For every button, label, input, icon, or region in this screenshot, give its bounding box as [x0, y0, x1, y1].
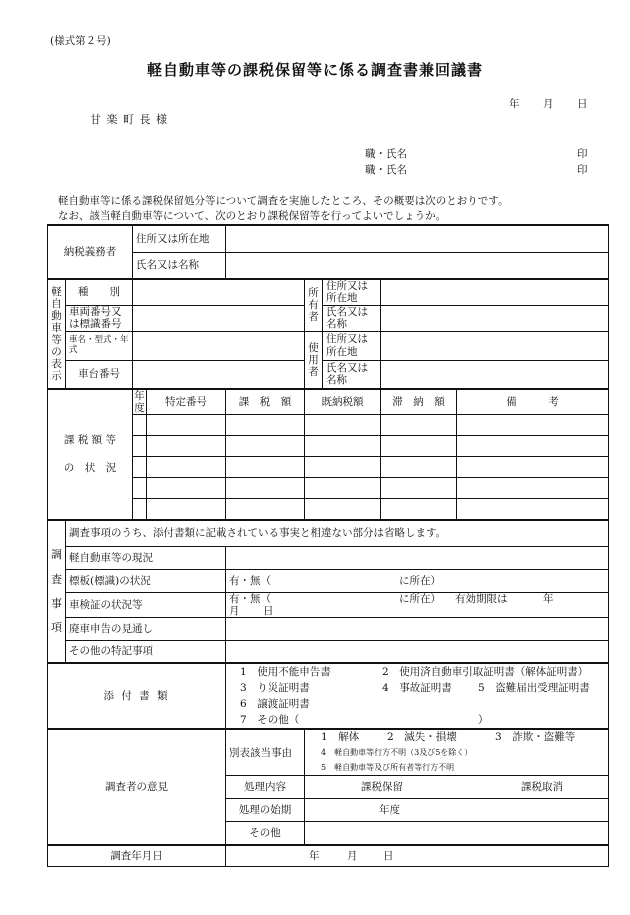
owner-address-label: 住所又は所在地: [323, 279, 381, 305]
user-name-label: 氏名又は名称: [323, 360, 381, 389]
tax-cell[interactable]: [133, 478, 147, 499]
plate-location: に所在）: [399, 574, 442, 587]
inspection-yes-no[interactable]: 有・無（: [229, 592, 272, 605]
tax-cell[interactable]: [381, 499, 457, 521]
vehicle-chassis-label: 車台番号: [66, 360, 133, 389]
process-option-hold[interactable]: 課税保留: [361, 781, 404, 794]
attachments-label: 添 付 書 類: [48, 663, 226, 729]
taxpayer-label: 納税義務者: [48, 225, 133, 279]
reason-option[interactable]: 2 滅失・損壊: [387, 731, 457, 744]
tax-cell[interactable]: [133, 415, 147, 436]
tax-cell[interactable]: [226, 457, 305, 478]
taxpayer-name-label: 氏名又は名称: [133, 252, 226, 279]
survey-item-plate: 標板(標識)の状況: [66, 569, 226, 592]
tax-cell[interactable]: [305, 415, 381, 436]
reason-options: [305, 729, 609, 776]
col-header-tax-amount: 課 税 額: [226, 389, 305, 415]
survey-side-label: 調 査 事 項: [48, 520, 66, 663]
survey-date-label: 調査年月日: [48, 845, 226, 867]
vehicle-side-label: 軽 自 動 車 等 の 表 示: [48, 279, 66, 389]
date-year: 年: [509, 98, 520, 110]
col-header-arrears: 滞 納 額: [381, 389, 457, 415]
tax-cell[interactable]: [457, 457, 609, 478]
tax-cell[interactable]: [133, 457, 147, 478]
survey-inspection-field[interactable]: [226, 592, 609, 617]
tax-cell[interactable]: [305, 478, 381, 499]
other-field[interactable]: [305, 822, 609, 845]
vehicle-type-label: 種 別: [66, 279, 133, 305]
tax-row: [48, 478, 609, 499]
tax-cell[interactable]: [381, 478, 457, 499]
col-header-specific-number: 特定番号: [147, 389, 226, 415]
tax-cell[interactable]: [226, 499, 305, 521]
col-header-year: 年度: [134, 390, 145, 415]
tax-cell[interactable]: [147, 499, 226, 521]
process-option-cancel[interactable]: 課税取消: [521, 781, 564, 794]
tax-cell[interactable]: [133, 499, 147, 521]
col-header-remarks: 備 考: [457, 389, 609, 415]
tax-cell[interactable]: [305, 436, 381, 457]
survey-form: [47, 224, 609, 867]
attachment-item[interactable]: 2 使用済自動車引取証明書（解体証明書）: [382, 666, 589, 679]
start-fiscal-year: 年度: [379, 804, 401, 817]
survey-current-state-field[interactable]: [226, 546, 609, 569]
tax-cell[interactable]: [226, 415, 305, 436]
survey-date-year: 年: [309, 849, 320, 862]
inspection-expiry-label: 有効期限は: [455, 592, 508, 605]
attachment-item[interactable]: 6 譲渡証明書: [240, 698, 310, 711]
survey-note: 調査事項のうち、添付書類に記載されている事実と相違ない部分は省略します。: [66, 520, 609, 546]
tax-cell[interactable]: [457, 499, 609, 521]
attachment-close-paren: ）: [478, 714, 489, 727]
inspection-expiry-month: 月: [229, 604, 240, 617]
intro-line-2: なお、該当軽自動車等について、次のとおり課税保留等を行ってよいでしょうか。: [58, 210, 447, 222]
attachment-item[interactable]: 5 盗難届出受理証明書: [478, 682, 590, 695]
tax-cell[interactable]: [457, 436, 609, 457]
taxpayer-address-field[interactable]: [226, 225, 609, 252]
tax-cell[interactable]: [147, 478, 226, 499]
attachment-item[interactable]: 1 使用不能申告書: [240, 666, 331, 679]
vehicle-number-label: 車両番号又は標識番号: [66, 305, 133, 331]
signer-1-seal: 印: [577, 148, 588, 160]
tax-cell[interactable]: [226, 436, 305, 457]
tax-cell[interactable]: [457, 415, 609, 436]
tax-row: [48, 436, 609, 457]
tax-cell[interactable]: [133, 436, 147, 457]
tax-row: [48, 457, 609, 478]
vehicle-model-field[interactable]: [133, 331, 305, 360]
intro-line-1: 軽自動車等に係る課税保留処分等について調査を実施したところ、その概要は次のとおりです。: [58, 195, 509, 207]
inspection-expiry-day: 日: [263, 604, 274, 617]
survey-item-scrap-outlook: 廃車申告の見通し: [66, 617, 226, 640]
tax-cell[interactable]: [305, 457, 381, 478]
date-month: 月: [543, 98, 554, 110]
owner-address-field[interactable]: [381, 279, 609, 305]
attachment-item[interactable]: 7 その他（: [240, 714, 300, 727]
tax-cell[interactable]: [381, 457, 457, 478]
survey-item-other: その他の特記事項: [66, 640, 226, 663]
inspection-location: に所在）: [399, 592, 442, 605]
signer-1-label: 職・氏名: [365, 148, 407, 160]
form-number: (様式第２号): [50, 35, 111, 47]
tax-cell[interactable]: [147, 415, 226, 436]
survey-date-field[interactable]: [226, 845, 609, 867]
start-field[interactable]: [305, 799, 609, 822]
taxpayer-address-label: 住所又は所在地: [133, 225, 226, 252]
tax-status-label: 課 税 額 等 の 状 況: [48, 389, 133, 520]
tax-row: [48, 415, 609, 436]
tax-cell[interactable]: [305, 499, 381, 521]
user-address-field[interactable]: [381, 331, 609, 360]
tax-cell[interactable]: [381, 436, 457, 457]
tax-cell[interactable]: [147, 457, 226, 478]
vehicle-number-field[interactable]: [133, 305, 305, 331]
owner-name-label: 氏名又は名称: [323, 305, 381, 331]
survey-date-month: 月: [347, 849, 358, 862]
attachment-item[interactable]: 3 り災証明書: [240, 682, 310, 695]
tax-cell[interactable]: [226, 478, 305, 499]
col-header-paid: 既納税額: [305, 389, 381, 415]
process-options: [305, 776, 609, 799]
plate-yes-no[interactable]: 有・無（: [229, 574, 272, 587]
tax-cell[interactable]: [381, 415, 457, 436]
page-title: 軽自動車等の課税保留等に係る調査書兼回議書: [146, 61, 483, 79]
user-label: 使 用 者: [305, 331, 323, 389]
tax-cell[interactable]: [147, 436, 226, 457]
survey-item-current-state: 軽自動車等の現況: [66, 546, 226, 569]
reason-option[interactable]: 1 解体: [321, 731, 360, 744]
opinion-label: 調査者の意見: [48, 729, 226, 845]
survey-plate-field[interactable]: [226, 569, 609, 592]
inspection-expiry-year: 年: [543, 592, 554, 605]
reason-option[interactable]: 5 軽自動車等及び所有者等行方不明: [321, 763, 455, 773]
attachment-item[interactable]: 4 事故証明書: [382, 682, 452, 695]
survey-date-day: 日: [383, 849, 394, 862]
owner-name-field[interactable]: [381, 305, 609, 331]
user-address-label: 住所又は所在地: [323, 331, 381, 360]
taxpayer-name-field[interactable]: [226, 252, 609, 279]
tax-row: [48, 499, 609, 521]
survey-other-field[interactable]: [226, 640, 609, 663]
signer-2-label: 職・氏名: [365, 164, 407, 176]
reason-option[interactable]: 3 詐欺・盗難等: [495, 731, 576, 744]
survey-item-inspection: 車検証の状況等: [66, 592, 226, 617]
survey-scrap-outlook-field[interactable]: [226, 617, 609, 640]
signer-2-seal: 印: [577, 164, 588, 176]
vehicle-model-label: 車名・型式・年式: [66, 331, 133, 360]
process-label: 処理内容: [226, 776, 305, 799]
start-label: 処理の始期: [226, 799, 305, 822]
date-day: 日: [577, 98, 588, 110]
attachments-list: [226, 663, 609, 729]
user-name-field[interactable]: [381, 360, 609, 389]
tax-cell[interactable]: [457, 478, 609, 499]
owner-label: 所 有 者: [305, 279, 323, 331]
vehicle-type-field[interactable]: [133, 279, 305, 305]
vehicle-chassis-field[interactable]: [133, 360, 305, 389]
reason-option[interactable]: 4 軽自動車等行方不明（3及び5を除く）: [321, 748, 473, 758]
addressee: 甘 楽 町 長 様: [90, 113, 168, 126]
reason-label: 別表該当事由: [226, 729, 305, 776]
other-label: その他: [226, 822, 305, 845]
